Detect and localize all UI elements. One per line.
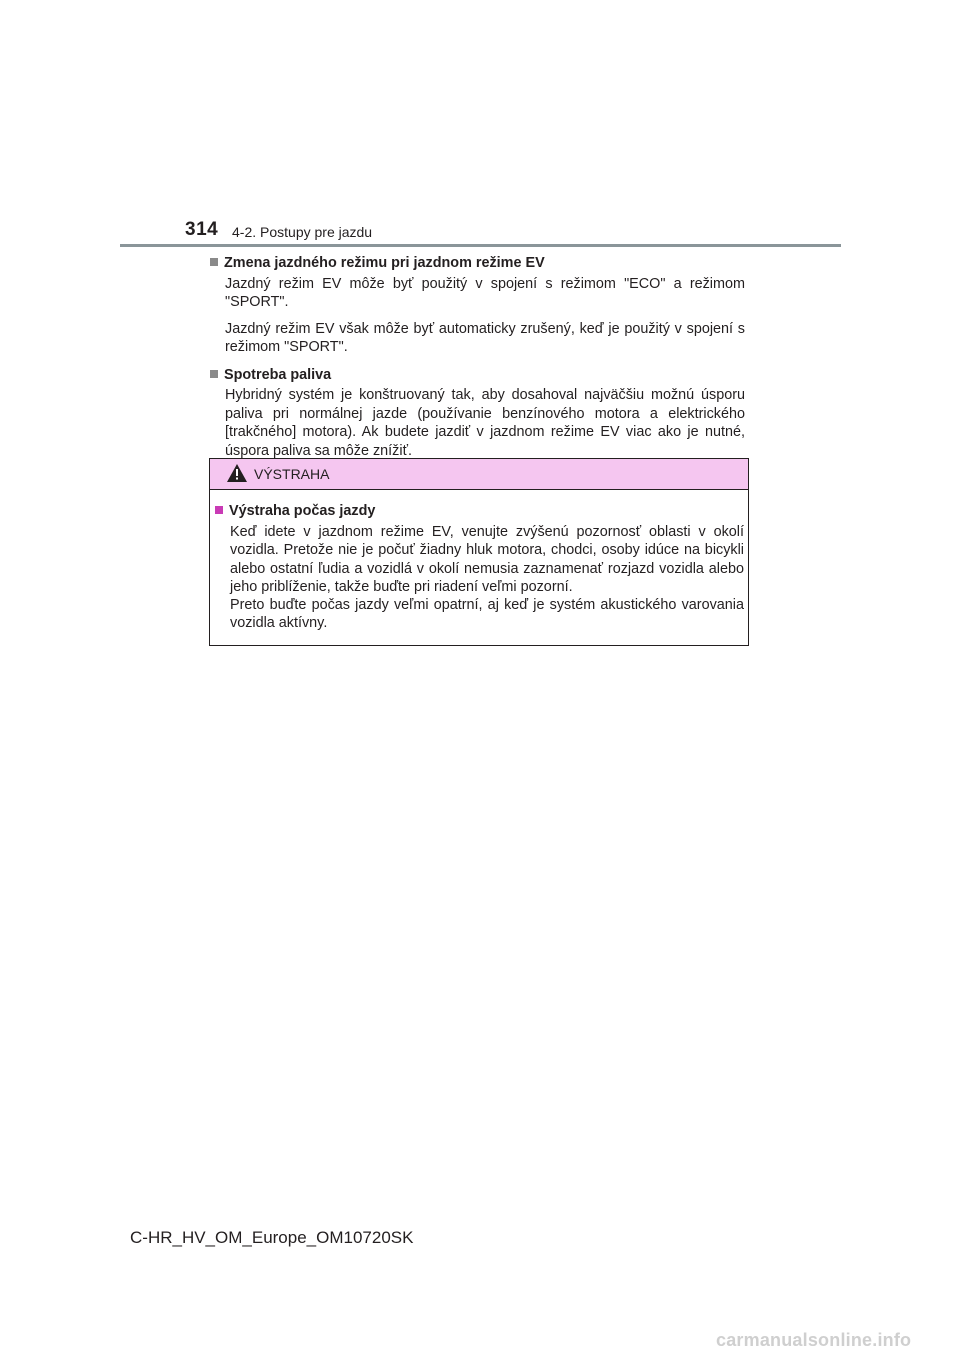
block-heading-text: Spotreba paliva xyxy=(224,366,332,383)
block-heading xyxy=(210,254,745,273)
square-bullet-icon xyxy=(210,258,218,266)
warning-box xyxy=(209,458,749,646)
block-ev-mode xyxy=(210,254,745,357)
warning-heading-text: Výstraha počas jazdy xyxy=(229,503,376,519)
block-heading-text: Zmena jazdného režimu pri jazdnom režime EV xyxy=(224,255,545,271)
warning-title: VÝSTRAHA xyxy=(254,466,330,482)
footer-doc-code: C-HR_HV_OM_Europe_OM10720SK xyxy=(130,1228,414,1247)
watermark: carmanualsonline.info xyxy=(716,1330,912,1350)
content-area xyxy=(210,254,745,469)
paragraph: Jazdný režim EV môže byť použitý v spojení s režimom "ECO" a režimom "SPORT". xyxy=(225,275,745,310)
square-bullet-icon xyxy=(210,370,218,378)
warning-paragraph: Preto buďte počas jazdy veľmi opatrní, aj keď je systém akustického varovania vozidla aktívny. xyxy=(230,597,744,632)
header-rule xyxy=(120,244,841,247)
square-bullet-icon xyxy=(215,506,223,514)
block-heading xyxy=(210,366,745,385)
paragraph: Jazdný režim EV však môže byť automaticky zrušený, keď je použitý v spojení s režimom "SPORT". xyxy=(225,320,745,355)
page-number: 314 xyxy=(185,219,219,240)
warning-header xyxy=(210,459,748,490)
warning-body xyxy=(215,502,744,632)
warning-heading xyxy=(215,502,744,520)
block-fuel-consumption xyxy=(210,366,745,461)
paragraph: Hybridný systém je konštruovaný tak, aby dosahoval najväčšiu možnú úsporu paliva pri normálnej jazde (používanie benzínového motora a elektrického [trakčného] motora). Ak budete jazdiť v jazdnom režime EV viac ako je nutné, úspora paliva sa môže znížiť. xyxy=(225,387,745,459)
warning-triangle-icon xyxy=(227,464,247,482)
warning-paragraph: Keď idete v jazdnom režime EV, venujte zvýšenú pozornosť oblasti v okolí vozidla. Pretože nie je počuť žiadny hluk motora, chodci, osoby idúce na bicykli alebo ostatní ľudia a vozidlá v okolí nemusia zaznamenať rozjazd vozidla alebo jeho priblíženie, takže buďte pri riadení veľmi pozorní. xyxy=(230,524,744,595)
section-title: 4-2. Postupy pre jazdu xyxy=(232,224,373,240)
